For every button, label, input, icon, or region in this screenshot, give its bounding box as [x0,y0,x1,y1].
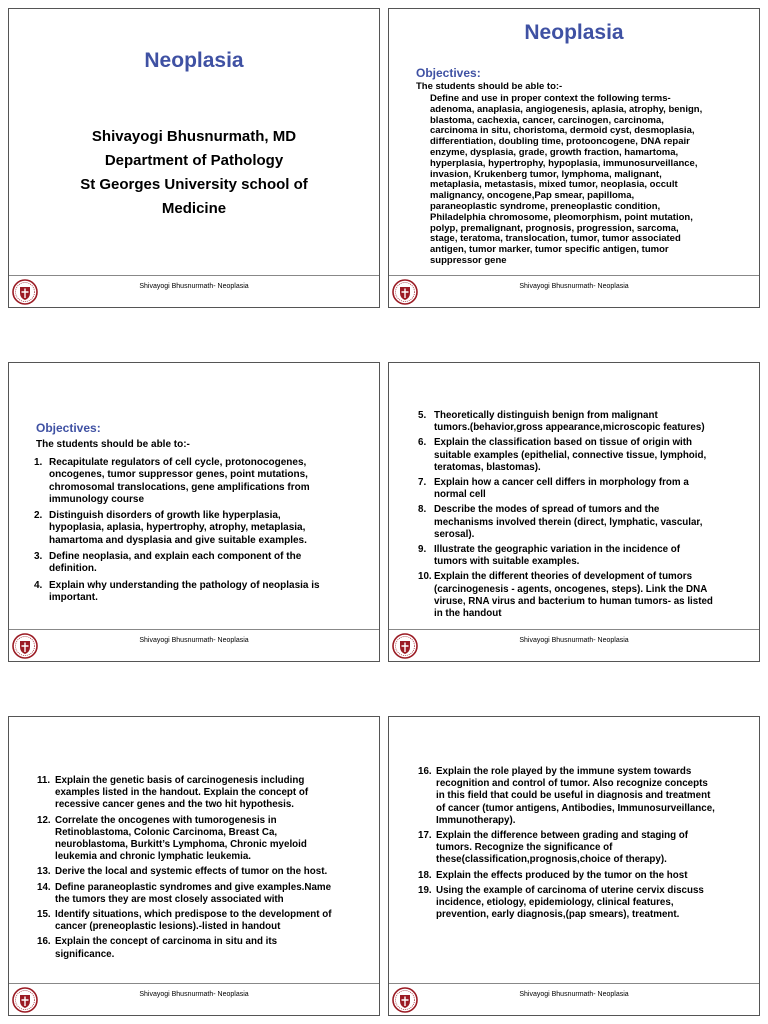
objectives-label: Objectives: [416,66,481,80]
list-item-text: Using the example of carcinoma of uterine cervix discuss [436,884,704,896]
list-item-number: 15. [37,909,51,921]
list-item-text: in this field that could be useful in diagnosis and treatment [436,790,711,802]
list-item-text: cancer (preneoplastic lesions).-listed in handout [55,921,281,933]
list-item-text: Retinoblastoma, Colonic Carcinoma, Breast Ca, [55,826,278,838]
list-item-text: Explain why understanding the pathology of neoplasia is [49,579,320,591]
list-item-text: examples listed in the handout. Explain the concept of [55,787,309,799]
list-item-text: Theoretically distinguish benign from malignant [434,410,658,421]
list-item-number: 9. [418,544,427,556]
list-item-number: 6. [418,437,427,449]
list-item-text: viruse, RNA virus and bacterium to human tumors- as listed [434,595,713,607]
author-institution-line1: St Georges University school of [80,176,308,193]
list-item [34,457,354,506]
list-item-text: significance. [55,948,115,960]
list-item-text: mechanisms involved therein (direct, lymphatic, vascular, [434,516,703,528]
terms-line: invasion, Krukenberg tumor, lymphoma, malignant, [430,168,662,180]
list-item-text: chromosomal translocations, gene amplifications from [49,481,310,493]
list-item-text: hamartoma and dysplasia and give suitable examples. [49,534,307,546]
slide-title [8,8,380,308]
slide-objectives-1-4 [8,362,380,662]
list-item-text: the tumors they are most closely associated with [55,893,284,905]
list-item-text: of cancer (tumor antigens, Antibodies, Immunosurveillance, [436,802,715,814]
terms-line: malignancy, oncogene,Pap smear, papilloma, [430,190,635,202]
list-item-text: Illustrate the geographic variation in the incidence of [434,544,681,556]
list-item-text: tumors. Recognize the significance of [436,842,613,854]
list-item [37,815,357,864]
terms-line: Philadelphia chromosome, pleomorphism, point mutation, [430,211,693,223]
list-item-text: Immunotherapy). [436,814,516,826]
terms-line: paraneoplastic syndrome, preneoplastic condition, [430,200,661,212]
objectives-label: Objectives: [36,421,101,435]
list-item [418,766,738,827]
slide-title-heading: Neoplasia [144,49,244,72]
list-item-number: 13. [37,866,51,878]
list-item [37,909,357,933]
list-item-text: Define paraneoplastic syndromes and give examples.Name [55,881,332,893]
list-item-number: 17. [418,830,432,842]
list-item-text: Explain the different theories of development of tumors [434,571,693,583]
list-item-text: oncogenes, tumor suppressor genes, point mutations, [49,469,308,481]
slide-objectives-16-19 [388,716,760,1016]
author-institution-line2: Medicine [161,200,227,217]
slide-footer: Shivayogi Bhusnurmath- Neoplasia [139,637,249,644]
list-item-text: Distinguish disorders of growth like hyperplasia, [49,510,281,522]
list-item-text: neuroblastoma, Burkitt’s Lymphoma, Chronic myeloid [55,839,307,851]
list-item-text: Define neoplasia, and explain each component of the [49,551,302,563]
list-item-number: 10. [418,571,432,583]
objectives-list [34,457,354,608]
list-item [418,437,738,474]
terms-line: polyp, premalignant, prognosis, progression, sarcoma, [430,222,679,234]
list-item-text: immunology course [49,493,145,505]
list-item-number: 11. [37,775,51,786]
list-item-number: 8. [418,504,427,516]
list-item-number: 12. [37,814,51,826]
slide-footer: Shivayogi Bhusnurmath- Neoplasia [139,991,249,998]
author-block [29,125,359,221]
slide-heading: Neoplasia [524,21,624,44]
list-item-text: Derive the local and systemic effects of tumor on the host. [55,866,328,878]
list-item-text: Identify situations, which predispose to the development of [55,909,332,921]
slide-objectives-5-10 [388,362,760,662]
list-item-number: 3. [34,551,43,563]
list-item-text: hypoplasia, aplasia, hypertrophy, atrophy, metaplasia, [49,522,306,534]
objectives-list [418,410,738,623]
slide-objectives-11-16 [8,716,380,1016]
footer-divider [389,629,759,630]
list-item-text: recognition and control of tumor. Also recognize concepts [436,778,708,790]
terms-line: suppressor gene [430,254,507,266]
list-item-text: leukemia and chronic lymphatic leukemia. [55,851,252,863]
list-item [34,551,354,576]
slide-objectives-terms [388,8,760,308]
terms-line: Define and use in proper context the following terms- [430,93,671,104]
list-item-text: Explain the classification based on tissue of origin with [434,437,693,449]
list-item [34,510,354,547]
terms-line: carcinoma in situ, choristoma, dermoid cyst, desmoplasia, [430,125,695,137]
list-item [418,504,738,541]
list-item-text: recessive cancer genes and the two hit hypothesis. [55,799,295,811]
terms-line: hyperplasia, hypertrophy, hypoplasia, immunosurveillance, [430,157,698,169]
list-item [418,477,738,501]
objectives-list [37,775,357,964]
terms-line: enzyme, dysplasia, grade, growth fraction, hamartoma, [430,146,679,158]
list-item-number: 18. [418,869,432,881]
list-item-text: tumors with suitable examples. [434,556,580,568]
footer-divider [389,983,759,984]
list-item-text: teratomas, blastomas). [434,461,541,473]
terms-paragraph [430,94,748,267]
list-item-text: Explain the effects produced by the tumor on the host [436,869,688,881]
list-item-text: Recapitulate regulators of cell cycle, protonocogenes, [49,457,307,468]
terms-line: metaplasia, metastasis, mixed tumor, neoplasia, occult [430,179,678,191]
list-item-text: Explain the role played by the immune system towards [436,766,692,777]
list-item-number: 16. [37,936,51,948]
list-item-text: Explain how a cancer cell differs in morphology from a [434,477,689,489]
slide-footer: Shivayogi Bhusnurmath- Neoplasia [519,283,629,290]
list-item [37,775,357,812]
list-item-text: in the handout [434,608,502,620]
list-item [418,571,738,620]
list-item-text: normal cell [434,489,486,501]
list-item-text: (carcinogenesis - agents, oncogenes, steps). Link the DNA [434,583,708,595]
list-item-number: 1. [34,457,43,468]
list-item-number: 2. [34,510,43,522]
list-item-text: important. [49,591,98,603]
author-name: Shivayogi Bhusnurmath, MD [91,128,297,145]
list-item-text: prevention, early diagnosis,(pap smears), treatment. [436,909,680,921]
list-item-number: 19. [418,884,432,896]
terms-line: differentiation, doubling time, protooncogene, DNA repair [430,136,690,148]
list-item [37,936,357,960]
list-item [418,544,738,568]
list-item [37,882,357,906]
list-item-text: incidence, etiology, epidemiology, clinical features, [436,897,674,909]
footer-divider [9,275,379,276]
slide-footer: Shivayogi Bhusnurmath- Neoplasia [519,991,629,998]
list-item-text: tumors.(behavior,gross appearance,microscopic features) [434,422,705,434]
terms-line: adenoma, anaplasia, angiogenesis, aplasia, atrophy, benign, [430,103,703,115]
list-item-number: 14. [37,881,51,893]
list-item [418,885,738,922]
slide-footer: Shivayogi Bhusnurmath- Neoplasia [139,283,249,290]
slide-footer: Shivayogi Bhusnurmath- Neoplasia [519,637,629,644]
list-item-text: Explain the genetic basis of carcinogenesis including [55,775,305,786]
author-department: Department of Pathology [104,152,284,169]
terms-line: antigen, tumor marker, tumor specific antigen, tumor [430,244,669,256]
terms-line: blastoma, cachexia, cancer, carcinogen, carcinoma, [430,114,664,126]
list-item [37,866,357,878]
list-item-text: these(classification,prognosis,choice of therapy). [436,854,667,866]
objectives-list [418,766,738,924]
list-item [418,830,738,867]
list-item-number: 5. [418,410,427,421]
list-item [418,410,738,434]
list-item-number: 7. [418,477,427,489]
list-item-text: Describe the modes of spread of tumors and the [434,504,660,516]
list-item-text: serosal). [434,528,475,540]
list-item [34,580,354,605]
list-item [418,870,738,882]
footer-divider [9,983,379,984]
terms-line: stage, teratoma, translocation, tumor, tumor associated [430,233,681,245]
list-item-number: 4. [34,579,43,591]
list-item-text: definition. [49,563,97,575]
footer-divider [9,629,379,630]
list-item-text: suitable examples (epithelial, connective tissue, lymphoid, [434,449,707,461]
footer-divider [389,275,759,276]
objectives-intro: The students should be able to:- [36,439,190,450]
objectives-intro: The students should be able to:- [416,81,563,92]
list-item-text: Correlate the oncogenes with tumorogenesis in [55,814,277,826]
list-item-text: Explain the concept of carcinoma in situ and its [55,936,278,948]
list-item-text: Explain the difference between grading and staging of [436,830,689,842]
list-item-number: 16. [418,766,432,777]
